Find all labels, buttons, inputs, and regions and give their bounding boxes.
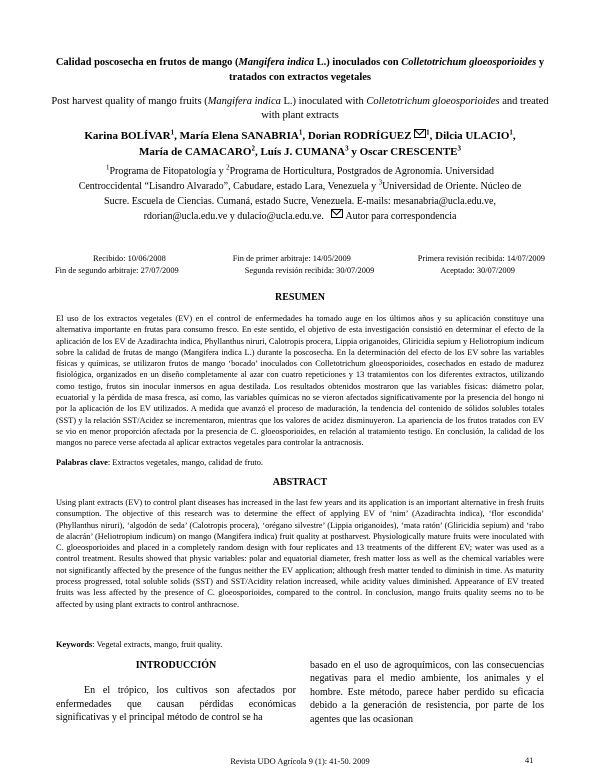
dates-row [55, 265, 545, 277]
date-first-review: Fin de primer arbitraje: 14/05/2009 [232, 254, 351, 263]
intro-left-text: En el trópico, los cultivos son afectados por enfermedades que causan pérdidas económicas significativas y el principal método de control se ha [56, 685, 296, 724]
title-pathogen: Colletotrichum gloeosporioides [401, 57, 537, 68]
subtitle-text: Post harvest quality of mango fruits ( [51, 96, 208, 107]
affiliations: $^1$Programa de Fitopatología y $^2$Programa de Horticultura, Postgrados de Agronomía. Universidad Centroccidental “Lisandro Alvarado”, Cabudare, estado Lara, Venezuela y $^3$Universidad de Oriente. Núcleo de Sucre. Escuela de Ciencias. Cumaná, estado Sucre, Venezuela. E-mails: mesanabria@ucla.edu.ve, rdorian@ucla.edu.ve y dulacio@ucla.edu.ve. Autor para correspondencia [78, 163, 522, 222]
title-english [50, 95, 550, 123]
author: Dorian RODRÍGUEZ $^1$, [307, 128, 436, 142]
page-number: 41 [525, 756, 534, 765]
title-text: Calidad poscosecha en frutos de mango ( [55, 57, 239, 68]
intro-right-column [310, 659, 544, 726]
author-list [50, 128, 550, 160]
resumen-heading: RESUMEN [274, 292, 325, 303]
envelope-icon [331, 209, 343, 218]
title-text: L.) inoculados con [313, 57, 402, 68]
date-first-revision: Primera revisión recibida: 14/07/2009 [417, 254, 545, 263]
author: María Elena SANABRIA$^1$, [179, 128, 308, 142]
correspondence-note: Autor para correspondencia [345, 211, 457, 222]
intro-right-text: basado en el uso de agroquímicos, con las consecuencias negativas para el medio ambiente, los animales y el hombre. Este método, parece haber perdido su eficacia debido a la generación de resistencia, por parte de los agentes que las ocasionan [310, 660, 544, 725]
abstract-text: Using plant extracts (EV) to control plant diseases has increased in the last few years and its application is an important alternative in fresh fruits consumption. The objective of this research was to determine the effect of applying EV of ‘nim’ (Azadirachta indica), ‘flor escondida’ (Phyllanthus niruri), ‘algodón de seda’ (Calotropis procera), ‘orégano silvestre’ (Lippia origanoides), ‘mata ratón’ (Gliricidia sepium) and ‘rabo de alacrán’ (Heliotropium indicum) on mango (Mangifera indica) fruit quality at postharvest. Physiologically mature fruits were inoculated with C. gloeosporioides and placed in a completely random design with four replicates and 13 treatments of the different EV; water was used as a control treatment. Results showed that physic variables: polar and equatorial diameter, fresh matter loss as well as the chemical variables were not significantly affected by the presence of the fungus neither the EV application; although fresh matter tended to diminish in time. As maturity process progressed, total soluble solids (SST) and SST/Acidity relation increased, while acidity values diminished. Appearance of EV treated fruits was less affected by the presence of C. gloeosporioides, compared to the control. In conclusion, mango fruits quality seems no to be affected by using plant extracts to control anthracnose. [56, 498, 544, 609]
subtitle-text: and treated with plant extracts [261, 96, 549, 121]
date-accepted: Aceptado: 30/07/2009 [440, 265, 515, 275]
resumen-text: El uso de los extractos vegetales (EV) en el control de enfermedades ha tomado auge en los últimos años y su aplicación constituye una alternativa importante en frutas para consumo fresco. En este sentido, el objetivo de esta investigación consistió en determinar el efecto de la aplicación de los EV de Azadirachta indica, Phyllanthus niruri, Calotropis procera, Lippia origanoides, Gliricidia sepium y Heliotropium indicum sobre la calidad de frutas de mango (Mangifera indica L.) durante la poscosecha. En la determinación del efecto de los EV sobre las variables físicas y químicas, se utilizaron frutos de mango ‘bocado’ inoculados con Colletotrichum gloeosporioides, cosechados en estado de madurez fisiológica, organizados en un diseño completamente al azar con cuatro repeticiones y 13 tratamientos con los diferentes extractos, utilizando como testigo, frutos sin inocular inmersos en agua destilada. Los resultados obtenidos mostraron que las variables físicas: diámetro polar, ecuatorial y la pérdida de masa fresca, así como, las variables químicas no se vieron afectados significativamente por la presencia del hongo ni por la aplicación de los EV utilizados. A medida que avanzó el proceso de maduración, la tendencia del contenido de sólidos solubles totales (SST) y la relación SST/Acidez se incrementaron, mientras que los valores de acidez disminuyeron. La apariencia de los frutos tratados con EV se vio en menor proporción afectada por la presencia de C. gloeosporioides, en relación al tratamiento testigo. En conclusión, la calidad de los mangos no parece verse afectada al aplicar extractos vegetales para controlar la antracnosis. [56, 314, 544, 448]
author: Karina BOLÍVAR$^1$, [84, 128, 180, 142]
title-species: Mangifera indica [238, 57, 314, 68]
date-second-revision: Segunda revisión recibida: 30/07/2009 [244, 265, 375, 275]
title-text: y tratados con extractos vegetales [229, 57, 545, 83]
date-second-review: Fin de segundo arbitraje: 27/07/2009 [55, 265, 179, 275]
author: Luís J. CUMANA$^3$ y [260, 144, 360, 158]
author: María de CAMACARO$^2$, [139, 144, 261, 158]
author: Dilcia ULACIO$^1$, [435, 128, 516, 142]
subtitle-pathogen: Colletotrichum gloeosporioides [366, 96, 500, 107]
subtitle-text: L.) inoculated with [280, 96, 367, 107]
author: Oscar CRESCENTE$^3$ [359, 144, 461, 158]
date-received: Recibido: 10/06/2008 [93, 254, 166, 263]
keywords-spanish: Palabras clave: Extractos vegetales, mango, calidad de fruto. [56, 458, 263, 467]
dates-row [55, 253, 545, 265]
keywords-english: Keywords: Vegetal extracts, mango, fruit quality. [56, 640, 223, 649]
abstract-heading: ABSTRACT [272, 477, 328, 488]
submission-dates [55, 253, 545, 276]
intro-left-column [56, 659, 296, 725]
title-spanish [50, 55, 550, 85]
journal-footer: Revista UDO Agrícola 9 (1): 41-50. 2009 [230, 757, 370, 766]
intro-heading: INTRODUCCIÓN [135, 660, 217, 671]
subtitle-species: Mangifera indica [207, 96, 281, 107]
envelope-icon [414, 129, 426, 138]
